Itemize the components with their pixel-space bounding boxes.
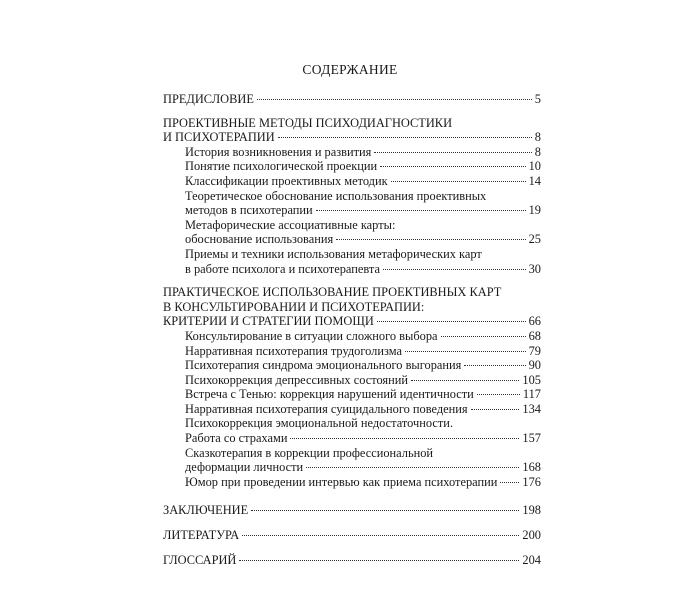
- toc-entry-line: Метафорические ассоциативные карты:: [185, 217, 396, 232]
- toc-entry-line: Психокоррекция эмоциональной недостаточности.: [185, 416, 454, 431]
- toc-entry-label: методов в психотерапии: [185, 203, 313, 218]
- toc-page-number: 105: [522, 372, 541, 387]
- toc-entry-label: Понятие психологической проекции: [185, 159, 378, 174]
- toc-entry-row: [185, 232, 541, 247]
- table-of-contents: [163, 92, 541, 567]
- toc-section: [185, 387, 541, 402]
- toc-page-number: 14: [528, 173, 541, 188]
- toc-entry-line: Приемы и техники использования метафорических карт: [185, 246, 482, 261]
- toc-page-number: 90: [528, 358, 541, 373]
- toc-entry-label: Юмор при проведении интервью как приема психотерапии: [185, 474, 498, 489]
- toc-entry-row: [163, 130, 541, 145]
- toc-entry-row: [185, 431, 541, 446]
- dot-leader: [500, 482, 519, 483]
- toc-section: [185, 358, 541, 373]
- toc-entry-line: Теоретическое обоснование использования проективных: [185, 188, 487, 203]
- toc-entry-label: История возникновения и развития: [185, 144, 372, 159]
- toc-entry-row: [185, 174, 541, 189]
- toc-entry-label: ПРЕДИСЛОВИЕ: [163, 92, 254, 106]
- toc-entry-row: [185, 145, 541, 160]
- toc-entry-line: Сказкотерапия в коррекции профессиональной: [185, 445, 434, 460]
- dot-leader: [239, 560, 519, 561]
- toc-section: [185, 446, 541, 475]
- toc-entry-row: [163, 553, 541, 568]
- dot-leader: [316, 210, 526, 211]
- toc-entry-row: [185, 344, 541, 359]
- toc-entry-label: Психокоррекция депрессивных состояний: [185, 372, 409, 387]
- dot-leader: [464, 365, 525, 366]
- toc-entry-row: [163, 528, 541, 543]
- toc-section: [185, 329, 541, 344]
- toc-page-number: 30: [528, 261, 541, 276]
- toc-page-number: 204: [522, 552, 541, 567]
- toc-entry-line: ПРАКТИЧЕСКОЕ ИСПОЛЬЗОВАНИЕ ПРОЕКТИВНЫХ КАРТ: [163, 285, 502, 300]
- toc-entry-label: Работа со страхами: [185, 431, 288, 446]
- toc-section: [185, 402, 541, 417]
- dot-leader: [242, 535, 519, 536]
- toc-entry-label: Встреча с Тенью: коррекция нарушений идентичности: [185, 387, 474, 402]
- toc-entry-row: [185, 203, 541, 218]
- toc-page-number: 134: [522, 401, 541, 416]
- toc-section: [185, 174, 541, 189]
- dot-leader: [374, 152, 531, 153]
- toc-section: [185, 145, 541, 160]
- toc-entry-row: [185, 460, 541, 475]
- toc-entry-label: КРИТЕРИИ И СТРАТЕГИИ ПОМОЩИ: [163, 314, 374, 329]
- toc-entry-row: [185, 262, 541, 277]
- toc-page-number: 79: [528, 343, 541, 358]
- toc-entry-row: [185, 402, 541, 417]
- toc-page-number: 8: [534, 144, 541, 159]
- toc-page-number: 25: [528, 232, 541, 247]
- toc-chapter: [163, 92, 541, 107]
- dot-leader: [471, 409, 520, 410]
- toc-entry-label: ЛИТЕРАТУРА: [163, 528, 240, 543]
- dot-leader: [391, 181, 526, 182]
- dot-leader: [306, 467, 519, 468]
- toc-entry-line: В КОНСУЛЬТИРОВАНИИ И ПСИХОТЕРАПИИ:: [163, 299, 425, 314]
- toc-page-number: 200: [522, 528, 541, 543]
- toc-entry-row: [185, 373, 541, 388]
- dot-leader: [380, 166, 525, 167]
- dot-leader: [257, 99, 532, 100]
- toc-entry-label: Нарративная психотерапия трудоголизма: [185, 343, 402, 358]
- toc-entry-row: [185, 358, 541, 373]
- toc-page-number: 8: [534, 130, 541, 145]
- toc-page-number: 198: [522, 503, 541, 518]
- dot-leader: [411, 380, 519, 381]
- toc-entry-label: Консультирование в ситуации сложного выбора: [185, 328, 438, 343]
- toc-entry-row: [185, 329, 541, 344]
- toc-entry-row: [185, 387, 541, 402]
- toc-entry-label: в работе психолога и психотерапевта: [185, 261, 380, 276]
- toc-page-number: 176: [522, 474, 541, 489]
- toc-page-number: 10: [528, 159, 541, 174]
- toc-entry-label: деформации личности: [185, 460, 304, 475]
- dot-leader: [477, 394, 520, 395]
- toc-entry-row: [185, 159, 541, 174]
- toc-chapter: [163, 553, 541, 568]
- toc-page-number: 5: [534, 92, 541, 106]
- toc-section: [185, 416, 541, 445]
- toc-entry-label: обоснование использования: [185, 232, 334, 247]
- toc-page-number: 66: [528, 314, 541, 329]
- toc-page-number: 68: [528, 328, 541, 343]
- toc-chapter: [163, 285, 541, 329]
- toc-entry-label: Психотерапия синдрома эмоционального выгорания: [185, 358, 462, 373]
- toc-chapter: [163, 116, 541, 145]
- toc-section: [185, 218, 541, 247]
- toc-entry-label: И ПСИХОТЕРАПИИ: [163, 130, 275, 145]
- toc-chapter: [163, 528, 541, 543]
- dot-leader: [441, 336, 526, 337]
- toc-entry-label: ЗАКЛЮЧЕНИЕ: [163, 503, 249, 518]
- toc-entry-row: [163, 92, 541, 107]
- toc-section: [185, 344, 541, 359]
- toc-entry-line: ПРОЕКТИВНЫЕ МЕТОДЫ ПСИХОДИАГНОСТИКИ: [163, 115, 453, 130]
- dot-leader: [377, 321, 526, 322]
- toc-entry-row: [185, 475, 541, 490]
- dot-leader: [336, 239, 525, 240]
- toc-section: [185, 159, 541, 174]
- toc-page-number: 117: [522, 387, 541, 402]
- toc-section: [185, 247, 541, 276]
- toc-section: [185, 189, 541, 218]
- toc-entry-label: Нарративная психотерапия суицидального поведения: [185, 401, 468, 416]
- toc-section: [185, 373, 541, 388]
- toc-title: СОДЕРЖАНИЕ: [302, 62, 398, 77]
- toc-entry-row: [163, 314, 541, 329]
- toc-page-number: 168: [522, 460, 541, 475]
- dot-leader: [251, 510, 519, 511]
- toc-entry-label: ГЛОССАРИЙ: [163, 552, 237, 567]
- dot-leader: [405, 351, 526, 352]
- dot-leader: [278, 137, 532, 138]
- dot-leader: [290, 438, 519, 439]
- dot-leader: [383, 269, 526, 270]
- toc-entry-row: [163, 503, 541, 518]
- toc-entry-label: Классификации проективных методик: [185, 173, 388, 188]
- toc-section: [185, 475, 541, 490]
- toc-chapter: [163, 503, 541, 518]
- toc-page-number: 19: [528, 203, 541, 218]
- toc-page-number: 157: [522, 431, 541, 446]
